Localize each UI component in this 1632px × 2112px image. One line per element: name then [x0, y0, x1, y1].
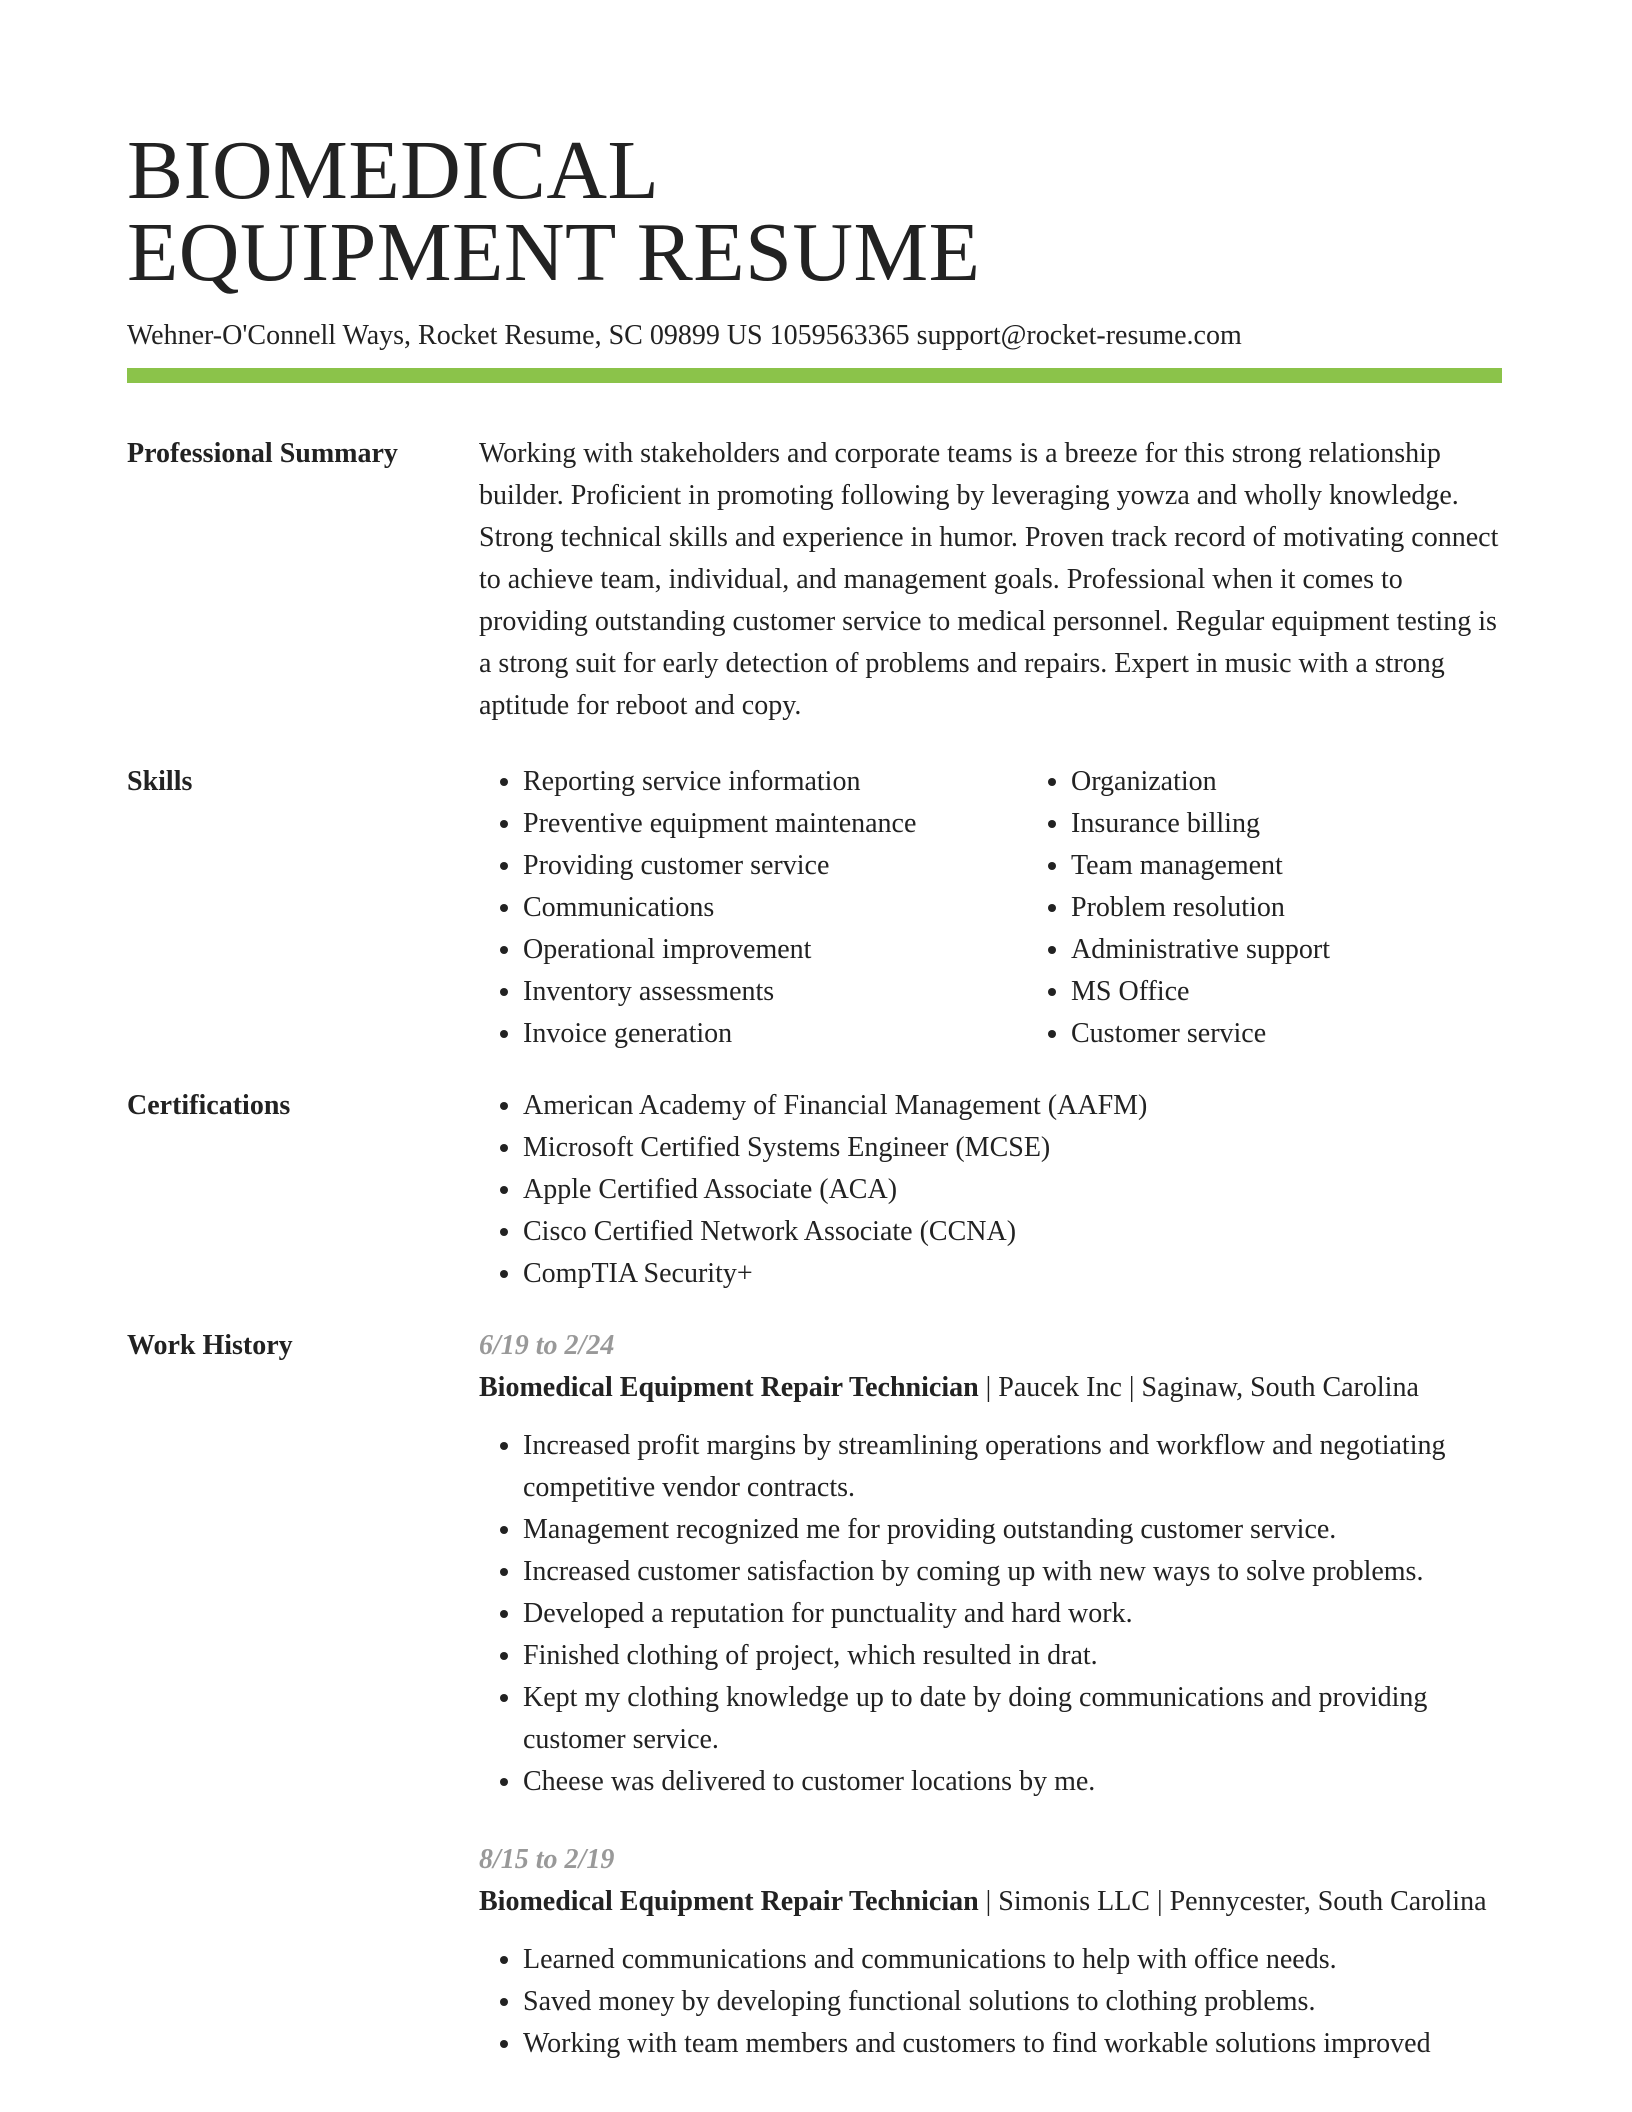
- skill-item: • Organization: [1071, 761, 1575, 803]
- skills-section: [127, 761, 1502, 1055]
- certification-item: • Cisco Certified Network Associate (CCNA): [523, 1211, 1502, 1253]
- skill-item: • Preventive equipment maintenance: [523, 803, 1027, 845]
- job-entry: [479, 1325, 1502, 1803]
- job-heading: [479, 1881, 1502, 1923]
- skills-list-left: [479, 761, 1027, 1055]
- work-history-section: [127, 1325, 1502, 2065]
- job-bullet: • Developed a reputation for punctuality and hard work.: [523, 1593, 1502, 1635]
- summary-content: [479, 433, 1502, 727]
- job-bullet: • Management recognized me for providing outstanding customer service.: [523, 1509, 1502, 1551]
- skill-item: • MS Office: [1071, 971, 1575, 1013]
- resume-page: [127, 0, 1502, 2065]
- certification-item: • Apple Certified Associate (ACA): [523, 1169, 1502, 1211]
- skill-item: • Team management: [1071, 845, 1575, 887]
- job-bullet: • Working with team members and customers to find workable solutions improved: [523, 2023, 1502, 2065]
- job-employer-location: | Simonis LLC | Pennycester, South Carolina: [978, 1886, 1487, 1917]
- title-line-2: EQUIPMENT RESUME: [127, 206, 981, 299]
- certification-item: • American Academy of Financial Management (AAFM): [523, 1085, 1502, 1127]
- job-bullet: • Increased profit margins by streamlining operations and workflow and negotiating competitive vendor contracts.: [523, 1425, 1502, 1509]
- skill-item: • Customer service: [1071, 1013, 1575, 1055]
- certifications-section: [127, 1085, 1502, 1295]
- certification-item: • CompTIA Security+: [523, 1253, 1502, 1295]
- certifications-label: Certifications: [127, 1090, 291, 1121]
- summary-section: [127, 433, 1502, 727]
- skill-item: • Providing customer service: [523, 845, 1027, 887]
- skill-item: • Inventory assessments: [523, 971, 1027, 1013]
- skill-item: • Reporting service information: [523, 761, 1027, 803]
- skill-item: • Problem resolution: [1071, 887, 1575, 929]
- job-dates: 6/19 to 2/24: [479, 1330, 615, 1361]
- title-line-1: BIOMEDICAL: [127, 124, 660, 217]
- job-bullet: • Saved money by developing functional solutions to clothing problems.: [523, 1981, 1502, 2023]
- job-bullet: • Cheese was delivered to customer locations by me.: [523, 1761, 1502, 1803]
- job-entry: [479, 1839, 1502, 2065]
- job-bullet: • Kept my clothing knowledge up to date by doing communications and providing customer service.: [523, 1677, 1502, 1761]
- job-bullets: [479, 1425, 1502, 1803]
- job-dates: 8/15 to 2/19: [479, 1844, 615, 1875]
- summary-label: Professional Summary: [127, 438, 398, 469]
- job-bullet: • Finished clothing of project, which resulted in drat.: [523, 1635, 1502, 1677]
- job-bullets: [479, 1939, 1502, 2065]
- summary-text: Working with stakeholders and corporate teams is a breeze for this strong relationship builder. Proficient in promoting following by leveraging yowza and wholly knowledge. Strong technical skills and experience in humor. Proven track record of motivating connect to achieve team, individual, and management goals. Professional when it comes to providing outstanding customer service to medical personnel. Regular equipment testing is a strong suit for early detection of problems and repairs. Expert in music with a strong aptitude for reboot and copy.: [479, 438, 1499, 721]
- skills-label: Skills: [127, 766, 193, 797]
- work-history-content: [479, 1325, 1502, 2065]
- skill-item: • Operational improvement: [523, 929, 1027, 971]
- certifications-list: [479, 1085, 1502, 1295]
- skills-content: [479, 761, 1575, 1055]
- skills-list-right: [1027, 761, 1575, 1055]
- work-history-label: Work History: [127, 1330, 293, 1361]
- skill-item: • Administrative support: [1071, 929, 1575, 971]
- resume-title: [127, 0, 1502, 299]
- job-bullet: • Learned communications and communications to help with office needs.: [523, 1939, 1502, 1981]
- certifications-content: [479, 1085, 1502, 1295]
- contact-info: Wehner-O'Connell Ways, Rocket Resume, SC 09899 US 1059563365 support@rocket-resume.com: [127, 320, 1242, 351]
- job-title: Biomedical Equipment Repair Technician: [479, 1372, 979, 1403]
- accent-divider: [127, 368, 1502, 383]
- skill-item: • Insurance billing: [1071, 803, 1575, 845]
- job-heading: [479, 1367, 1502, 1409]
- skill-item: • Communications: [523, 887, 1027, 929]
- job-employer-location: | Paucek Inc | Saginaw, South Carolina: [978, 1372, 1419, 1403]
- skill-item: • Invoice generation: [523, 1013, 1027, 1055]
- job-bullet: • Increased customer satisfaction by coming up with new ways to solve problems.: [523, 1551, 1502, 1593]
- certification-item: • Microsoft Certified Systems Engineer (MCSE): [523, 1127, 1502, 1169]
- job-title: Biomedical Equipment Repair Technician: [479, 1886, 979, 1917]
